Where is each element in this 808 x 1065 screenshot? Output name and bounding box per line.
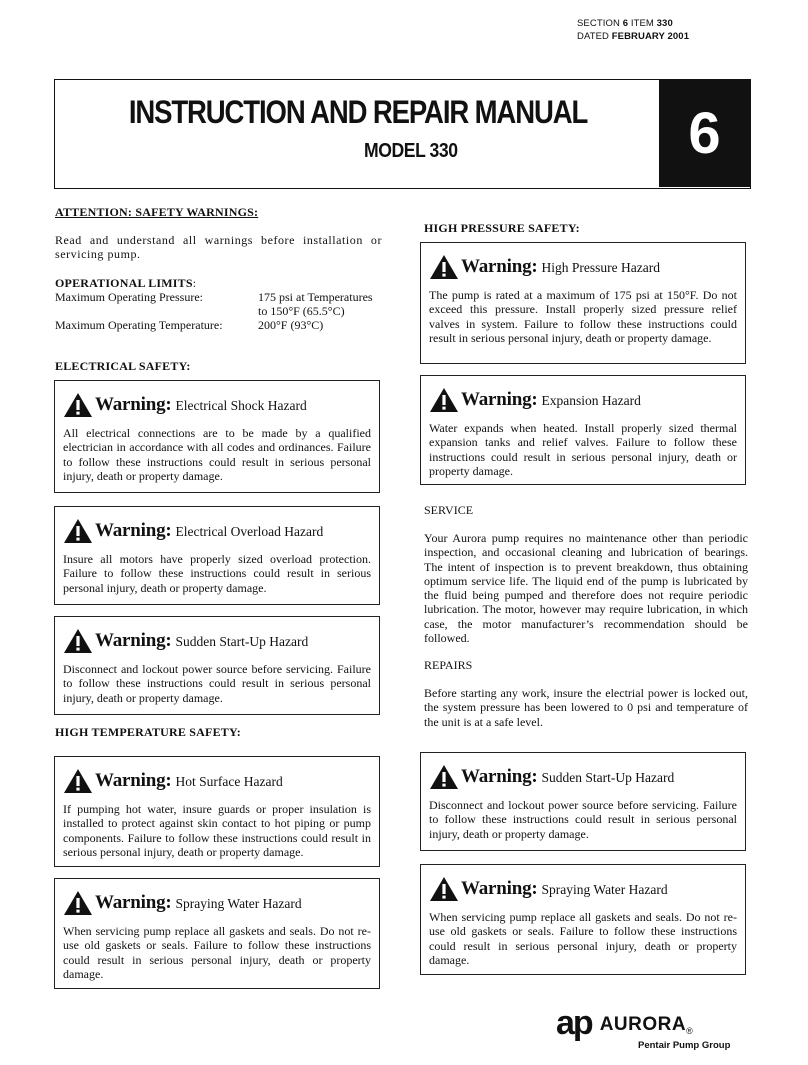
warning-triangle-icon [429, 764, 459, 790]
warning-text: When servicing pump replace all gaskets and seals. Do not re-use old gaskets or seals. Failure to follow these instructions could result in serious personal injury, death or property damage. [63, 924, 371, 981]
warning-title [429, 254, 737, 280]
warning-text: Disconnect and lockout power source before servicing. Failure to follow these instructions could result in serious personal injury, death or property damage. [63, 662, 371, 705]
warning-title [63, 392, 371, 418]
warning-word: Warning: [95, 892, 172, 913]
attention-heading: ATTENTION: SAFETY WARNINGS: [55, 205, 259, 219]
limit-value: 175 psi at Temperatures [258, 290, 373, 304]
high-pressure-heading: HIGH PRESSURE SAFETY: [424, 221, 580, 235]
warning-hazard-title: Spraying Water Hazard [175, 896, 302, 911]
dated-prefix: DATED [577, 31, 609, 42]
registered-mark: ® [686, 1026, 693, 1036]
dated-value: FEBRUARY 2001 [611, 31, 690, 42]
warning-box-sudden-startup [54, 616, 380, 715]
warning-triangle-icon [429, 387, 459, 413]
warning-title [63, 890, 371, 916]
warning-text: Water expands when heated. Install properly sized thermal expansion tanks and relief valves. Failure to follow these instructions could result in serious personal injury, death or property damage. [429, 421, 737, 478]
warning-title [429, 387, 737, 413]
warning-hazard-title: Sudden Start-Up Hazard [175, 634, 309, 649]
repairs-text: Before starting any work, insure the electrial power is locked out, the system pressure has been lowered to 0 psi and temperature of the unit is at a safe level. [424, 686, 748, 729]
warning-hazard-title: Sudden Start-Up Hazard [541, 770, 675, 785]
limit-row [55, 304, 395, 318]
warning-triangle-icon [63, 890, 93, 916]
warning-word: Warning: [95, 630, 172, 651]
warning-text: Disconnect and lockout power source before servicing. Failure to follow these instructions could result in serious personal injury, death or property damage. [429, 798, 737, 841]
limit-label: Maximum Operating Pressure: [55, 290, 203, 304]
warning-hazard-title: Electrical Overload Hazard [175, 524, 324, 539]
warning-word: Warning: [95, 770, 172, 791]
warning-title [63, 518, 371, 544]
warning-box-electrical-overload [54, 506, 380, 605]
warning-triangle-icon [429, 876, 459, 902]
warning-title [63, 628, 371, 654]
warning-word: Warning: [95, 394, 172, 415]
warning-box-spraying-water [54, 878, 380, 989]
aurora-logo [556, 1004, 756, 1051]
service-text: Your Aurora pump requires no maintenance other than periodic inspection, and occasional cleaning and lubrication of bearings. The intent of inspection is to prevent breakdown, thus obtaining optimum service life. The liquid end of the pump is lubricated by the fluid being pumped and therefore does not require periodic lubrication. The motor, however may require lubrication, in which case, the motor manufacturer’s recommendation should be followed. [424, 531, 748, 646]
section-badge: 6 [659, 80, 750, 187]
limit-value: 200°F (93°C) [258, 318, 324, 332]
limit-row [55, 290, 395, 304]
warning-triangle-icon [63, 392, 93, 418]
brand-name: AURORA [599, 1014, 687, 1035]
warning-text: If pumping hot water, insure guards or proper insulation is installed to protect against skin contact to hot piping or pump components. Failure to follow these instructions could result in serious personal injury, death or property damage. [63, 802, 371, 859]
limits-heading: OPERATIONAL LIMITS [55, 276, 193, 290]
warning-box-electrical-shock [54, 380, 380, 493]
warning-text: Insure all motors have properly sized overload protection. Failure to follow these instructions could result in serious personal injury, death or property damage. [63, 552, 371, 595]
attention-text: Read and understand all warnings before installation or servicing pump. [55, 233, 382, 262]
limit-value: to 150°F (65.5°C) [258, 304, 345, 318]
ap-logo-mark: ap [556, 1004, 592, 1042]
electrical-safety-heading: ELECTRICAL SAFETY: [55, 359, 191, 373]
brand-tagline: Pentair Pump Group [638, 1040, 731, 1051]
item-prefix: ITEM [630, 18, 654, 29]
section-prefix: SECTION [577, 18, 620, 29]
warning-word: Warning: [461, 766, 538, 787]
high-temperature-heading: HIGH TEMPERATURE SAFETY: [55, 725, 241, 739]
document-header [577, 17, 777, 43]
dated-line [577, 30, 777, 43]
model-title: MODEL 330 [364, 140, 458, 162]
warning-triangle-icon [63, 518, 93, 544]
warning-text: When servicing pump replace all gaskets and seals. Do not re-use old gaskets or seals. Failure to follow these instructions could result in serious personal injury, death or property damage. [429, 910, 737, 967]
warning-word: Warning: [95, 520, 172, 541]
warning-word: Warning: [461, 256, 538, 277]
item-number: 330 [656, 18, 673, 29]
service-heading: SERVICE [424, 503, 474, 517]
warning-box-expansion [420, 375, 746, 485]
warning-hazard-title: High Pressure Hazard [541, 260, 660, 275]
section-line [577, 17, 777, 30]
warning-title [429, 764, 737, 790]
title-box [54, 79, 751, 189]
warning-text: The pump is rated at a maximum of 175 psi at 150°F. Do not exceed this pressure. Install properly sized pressure relief valves in system. Failure to follow these instructions could result in serious personal injury, death or property damage. [429, 288, 737, 345]
warning-hazard-title: Electrical Shock Hazard [175, 398, 307, 413]
warning-box-sudden-startup-service [420, 752, 746, 851]
warning-hazard-title: Spraying Water Hazard [541, 882, 668, 897]
warning-title [63, 768, 371, 794]
warning-text: All electrical connections are to be made by a qualified electrician in accordance with all codes and ordinances. Failure to follow these instructions could result in serious personal injury, death or property damage. [63, 426, 371, 483]
limits-colon: : [192, 276, 197, 290]
warning-hazard-title: Hot Surface Hazard [175, 774, 283, 789]
limit-row [55, 318, 395, 332]
limits-heading-line [55, 276, 395, 290]
repairs-heading: REPAIRS [424, 658, 473, 672]
operational-limits [55, 276, 395, 332]
warning-word: Warning: [461, 878, 538, 899]
limit-label: Maximum Operating Temperature: [55, 318, 223, 332]
warning-title [429, 876, 737, 902]
warning-box-hot-surface [54, 756, 380, 867]
warning-triangle-icon [63, 628, 93, 654]
section-number: 6 [622, 18, 629, 29]
warning-word: Warning: [461, 389, 538, 410]
warning-box-high-pressure [420, 242, 746, 364]
manual-title: INSTRUCTION AND REPAIR MANUAL [128, 94, 588, 130]
warning-triangle-icon [63, 768, 93, 794]
warning-box-spraying-water-service [420, 864, 746, 975]
warning-hazard-title: Expansion Hazard [541, 393, 641, 408]
warning-triangle-icon [429, 254, 459, 280]
